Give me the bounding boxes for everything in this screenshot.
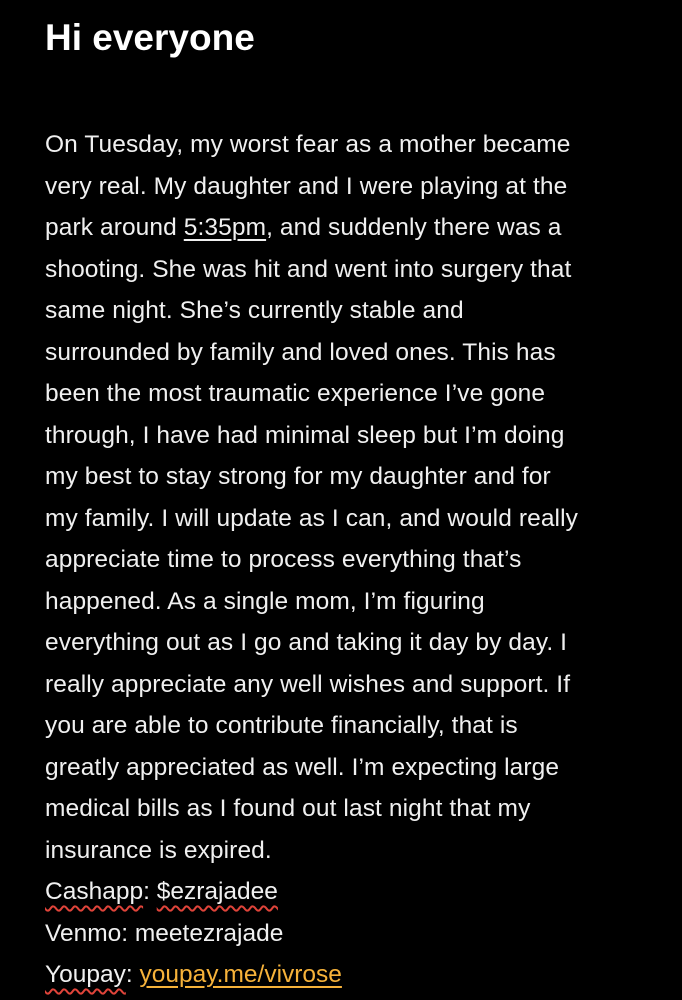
body-line-segment: park around	[45, 214, 184, 241]
body-line: really appreciate any well wishes and support. If	[45, 670, 571, 698]
note-title: Hi everyone	[45, 17, 255, 58]
body-line: same night. She’s currently stable and	[45, 297, 464, 324]
body-line: surrounded by family and loved ones. This has	[45, 338, 556, 366]
body-line: medical bills as I found out last night that my	[45, 795, 531, 822]
body-line: been the most traumatic experience I’ve gone	[45, 380, 546, 407]
body-line: very real. My daughter and I were playing at the	[45, 172, 568, 200]
cashapp-handle: $ezrajadee	[156, 878, 278, 905]
body-line: through, I have had minimal sleep but I’m doing	[45, 421, 565, 449]
cashapp-separator: :	[143, 878, 157, 905]
body-line: happened. As a single mom, I’m figuring	[45, 587, 485, 615]
venmo-row: Venmo: meetezrajade	[45, 919, 284, 947]
body-line: insurance is expired.	[45, 836, 272, 864]
body-line	[45, 207, 665, 249]
payment-info	[45, 871, 665, 996]
body-line: greatly appreciated as well. I’m expecting large	[45, 753, 560, 781]
body-line: my best to stay strong for my daughter and for	[45, 463, 551, 490]
body-line: you are able to contribute financially, that is	[45, 712, 518, 739]
youpay-label: Youpay	[45, 961, 126, 988]
body-line: shooting. She was hit and went into surgery that	[45, 255, 572, 283]
note-content[interactable]	[45, 14, 665, 996]
body-line: everything out as I go and taking it day by day. I	[45, 629, 568, 656]
youpay-separator: :	[125, 961, 140, 988]
cashapp-row	[45, 871, 665, 913]
body-line: my family. I will update as I can, and would really	[45, 504, 578, 532]
body-line: On Tuesday, my worst fear as a mother became	[45, 131, 571, 158]
cashapp-label: Cashapp	[45, 878, 144, 905]
note-body	[45, 124, 665, 871]
youpay-link[interactable]: youpay.me/vivrose	[139, 961, 342, 988]
youpay-row	[45, 954, 665, 996]
body-line: appreciate time to process everything that’s	[45, 546, 522, 573]
time-link[interactable]: 5:35pm	[183, 214, 267, 241]
body-line-segment: , and suddenly there was a	[266, 214, 562, 241]
